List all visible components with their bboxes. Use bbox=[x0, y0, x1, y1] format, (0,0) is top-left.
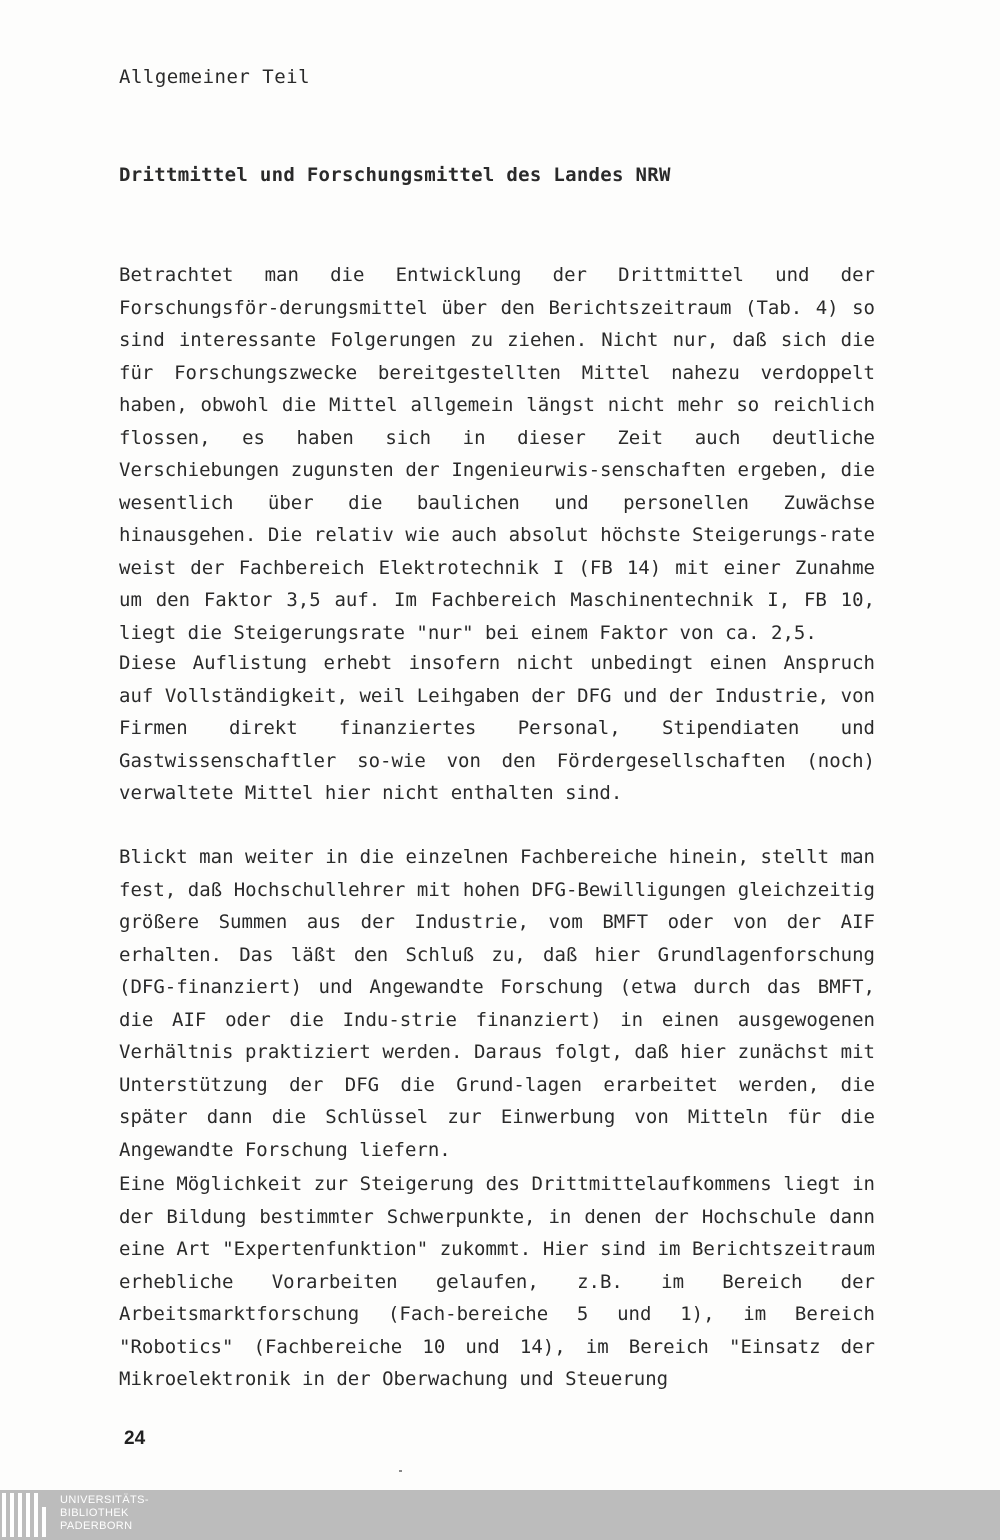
paragraph-2: Diese Auflistung erhebt insofern nicht unbedingt einen Anspruch auf Vollständigkeit, weil Leihgaben der DFG und der Industrie, von Firmen direkt finanziertes Personal, Stipendiaten und Gastwissenschaftler so-wie von den Fördergesellschaften (noch) verwaltete Mittel hier nicht enthalten sind. bbox=[119, 652, 875, 804]
logo-line-1: UNIVERSITÄTS- bbox=[60, 1494, 149, 1506]
paragraph-1: Betrachtet man die Entwicklung der Drittmittel und der Forschungsför-derungsmittel über den Berichtszeitraum (Tab. 4) so sind interessante Folgerungen zu ziehen. Nicht nur, daß sich die für Forschungszwecke bereitgestellten Mittel nahezu verdoppelt haben, obwohl die Mittel allgemein längst nicht mehr so reichlich flossen, es haben sich in dieser Zeit auch deutliche Verschiebungen zugunsten der Ingenieurwis-senschaften ergeben, die wesentlich über die baulichen und personellen Zuwächse hinausgehen. Die relativ wie auch absolut höchste Steigerungs-rate weist der Fachbereich Elektrotechnik I (FB 14) mit einer Zunahme um den Faktor 3,5 auf. Im Fachbereich Maschinentechnik I, FB 10, liegt die Steigerungsrate "nur" bei einem Faktor von ca. 2,5. bbox=[119, 264, 875, 644]
section-heading: Drittmittel und Forschungsmittel des Landes NRW bbox=[119, 164, 671, 186]
library-footer-bar bbox=[0, 1490, 1000, 1540]
page-number: 24 bbox=[124, 1428, 146, 1449]
logo-line-2: BIBLIOTHEK bbox=[60, 1507, 129, 1519]
paragraph-3: Blickt man weiter in die einzelnen Fachbereiche hinein, stellt man fest, daß Hochschullehrer mit hohen DFG-Bewilligungen gleichzeitig größere Summen aus der Industrie, vom BMFT oder von der AIF erhalten. Das läßt den Schluß zu, daß hier Grundlagenforschung (DFG-finanziert) und Angewandte Forschung (etwa durch das BMFT, die AIF oder die Indu-strie finanziert) in einen ausgewogenen Verhältnis praktiziert werden. Daraus folgt, daß hier zunächst mit Unterstützung der DFG die Grund-lagen erarbeitet werden, die später dann die Schlüssel zur Einwerbung von Mitteln für die Angewandte Forschung liefern. bbox=[119, 846, 875, 1161]
running-head: Allgemeiner Teil bbox=[119, 66, 311, 88]
logo-line-3: PADERBORN bbox=[60, 1520, 133, 1532]
library-logo-text bbox=[60, 1494, 149, 1533]
library-logo-icon bbox=[2, 1493, 52, 1537]
scan-speck bbox=[399, 1470, 402, 1472]
paragraph-4: Eine Möglichkeit zur Steigerung des Drittmittelaufkommens liegt in der Bildung bestimmter Schwerpunkte, in denen der Hochschule dann eine Art "Expertenfunktion" zukommt. Hier sind im Berichtszeitraum erhebliche Vorarbeiten gelaufen, z.B. im Bereich der Arbeitsmarktforschung (Fach-bereiche 5 und 1), im Bereich "Robotics" (Fachbereiche 10 und 14), im Bereich "Einsatz der Mikroelektronik in der Oberwachung und Steuerung bbox=[119, 1173, 875, 1390]
